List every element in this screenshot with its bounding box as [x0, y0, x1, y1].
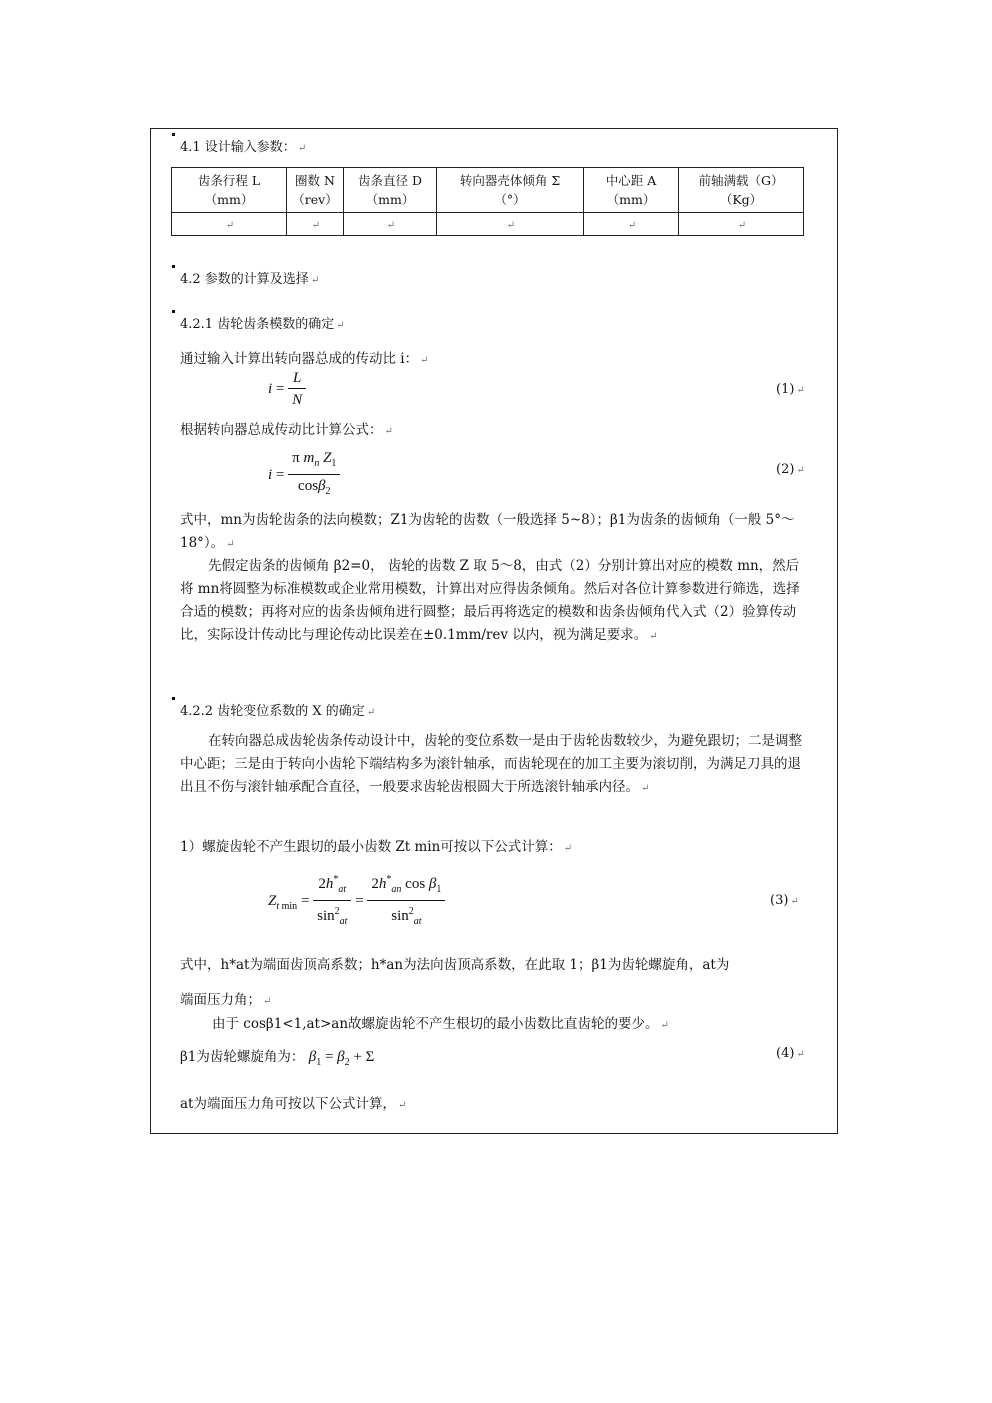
section-4-2-2-title: 4.2.2 齿轮变位系数的 X 的确定 ↵ [180, 700, 375, 719]
table-header-cell: 圈数 N （rev） [287, 168, 344, 213]
addendum-note-line: 式中，h*at为端面齿顶高系数；h*an为法向齿顶高系数，在此取 1；β1为齿轮螺旋角，at为 [180, 957, 730, 973]
equation-4: $\beta_1 = \beta_2 + \Sigma$ [308, 1049, 375, 1068]
equation-3: $Z_{t min}$ = $\frac{2h^*_{at}}{\sin^2_{at}}$ = $\frac{2h^*_{an} \cos \beta_1}{\sin^2_{at}}$ [268, 870, 445, 933]
equation-3-number: (3) ↵ [770, 893, 799, 908]
equation-1: i = $\frac{L}{N}$ [268, 368, 306, 411]
ratio-intro-line: 通过输入计算出转向器总成的传动比 i： ↵ [180, 351, 429, 367]
table-input-cell[interactable]: ↵ [287, 213, 344, 236]
table-input-cell[interactable]: ↵ [172, 213, 287, 236]
modulus-procedure-paragraph: 先假定齿条的齿倾角 β2=0， 齿轮的齿数 Z 取 5～8，由式（2）分别计算出对应的模数 mn，然后将 mn将圆整为标准模数或企业常用模数，计算出对应得齿条倾角。然后对各位计算参数进行筛选，选择合适的模数；再将对应的齿条齿倾角进行圆整；最后再将选定的模数和齿条齿倾角代入式（2）验算传动比，实际设计传动比与理论传动比误差在±0.1mm/rev 以内，视为满足要求。 ↵ [180, 558, 800, 643]
addendum-note-line-2: 端面压力角； ↵ [180, 992, 272, 1008]
helical-gear-note: 由于 cosβ1<1,at>an故螺旋齿轮不产生根切的最小齿数比直齿轮的要少。 ↵ [212, 1016, 669, 1032]
table-input-cell[interactable]: ↵ [584, 213, 679, 236]
pressure-angle-line: at为端面压力角可按以下公式计算， ↵ [180, 1096, 407, 1112]
table-input-cell[interactable]: ↵ [679, 213, 804, 236]
equation-2: i = $\frac{\pi m_n Z_1}{\cos\beta_2}$ [268, 448, 340, 503]
section-4-1-title: 4.1 设计输入参数： ↵ [180, 136, 306, 155]
table-header-cell: 中心距 A （mm） [584, 168, 679, 213]
table-input-cell[interactable]: ↵ [437, 213, 584, 236]
shift-coefficient-paragraph: 在转向器总成齿轮齿条传动设计中，齿轮的变位系数一是由于齿轮齿数较少，为避免跟切；二是调整中心距；三是由于转向小齿轮下端结构多为滚针轴承，而齿轮现在的加工主要为滚切削，为满足刀具的退出且不伤与滚针轴承配合直径，一般要求齿轮齿根圆大于所选滚针轴承内径。 ↵ [180, 733, 802, 795]
table-header-cell: 前轴满载（G） （Kg） [679, 168, 804, 213]
table-header-cell: 转向器壳体倾角 Σ （°） [437, 168, 584, 213]
table-input-cell[interactable]: ↵ [344, 213, 437, 236]
section-4-2-title: 4.2 参数的计算及选择 ↵ [180, 268, 319, 287]
min-teeth-item: 1）螺旋齿轮不产生跟切的最小齿数 Zt min可按以下公式计算： ↵ [180, 839, 573, 855]
helix-angle-line: β1为齿轮螺旋角为： $\beta_1 = \beta_2 + \Sigma$ [180, 1049, 375, 1068]
equation-4-number: (4) ↵ [776, 1046, 805, 1061]
equation-2-number: (2) ↵ [776, 462, 805, 477]
equation-1-number: (1) ↵ [776, 382, 805, 397]
table-header-cell: 齿条直径 D （mm） [344, 168, 437, 213]
variable-definition-paragraph: 式中，mn为齿轮齿条的法向模数；Z1为齿轮的齿数（一般选择 5~8）；β1为齿条的齿倾角（一般 5°～18°）。 ↵ [180, 512, 795, 551]
input-parameter-table [171, 167, 804, 236]
table-header-cell: 齿条行程 L （mm） [172, 168, 287, 213]
section-4-2-1-title: 4.2.1 齿轮齿条模数的确定 ↵ [180, 313, 345, 332]
ratio-formula-line: 根据转向器总成传动比计算公式： ↵ [180, 422, 393, 438]
